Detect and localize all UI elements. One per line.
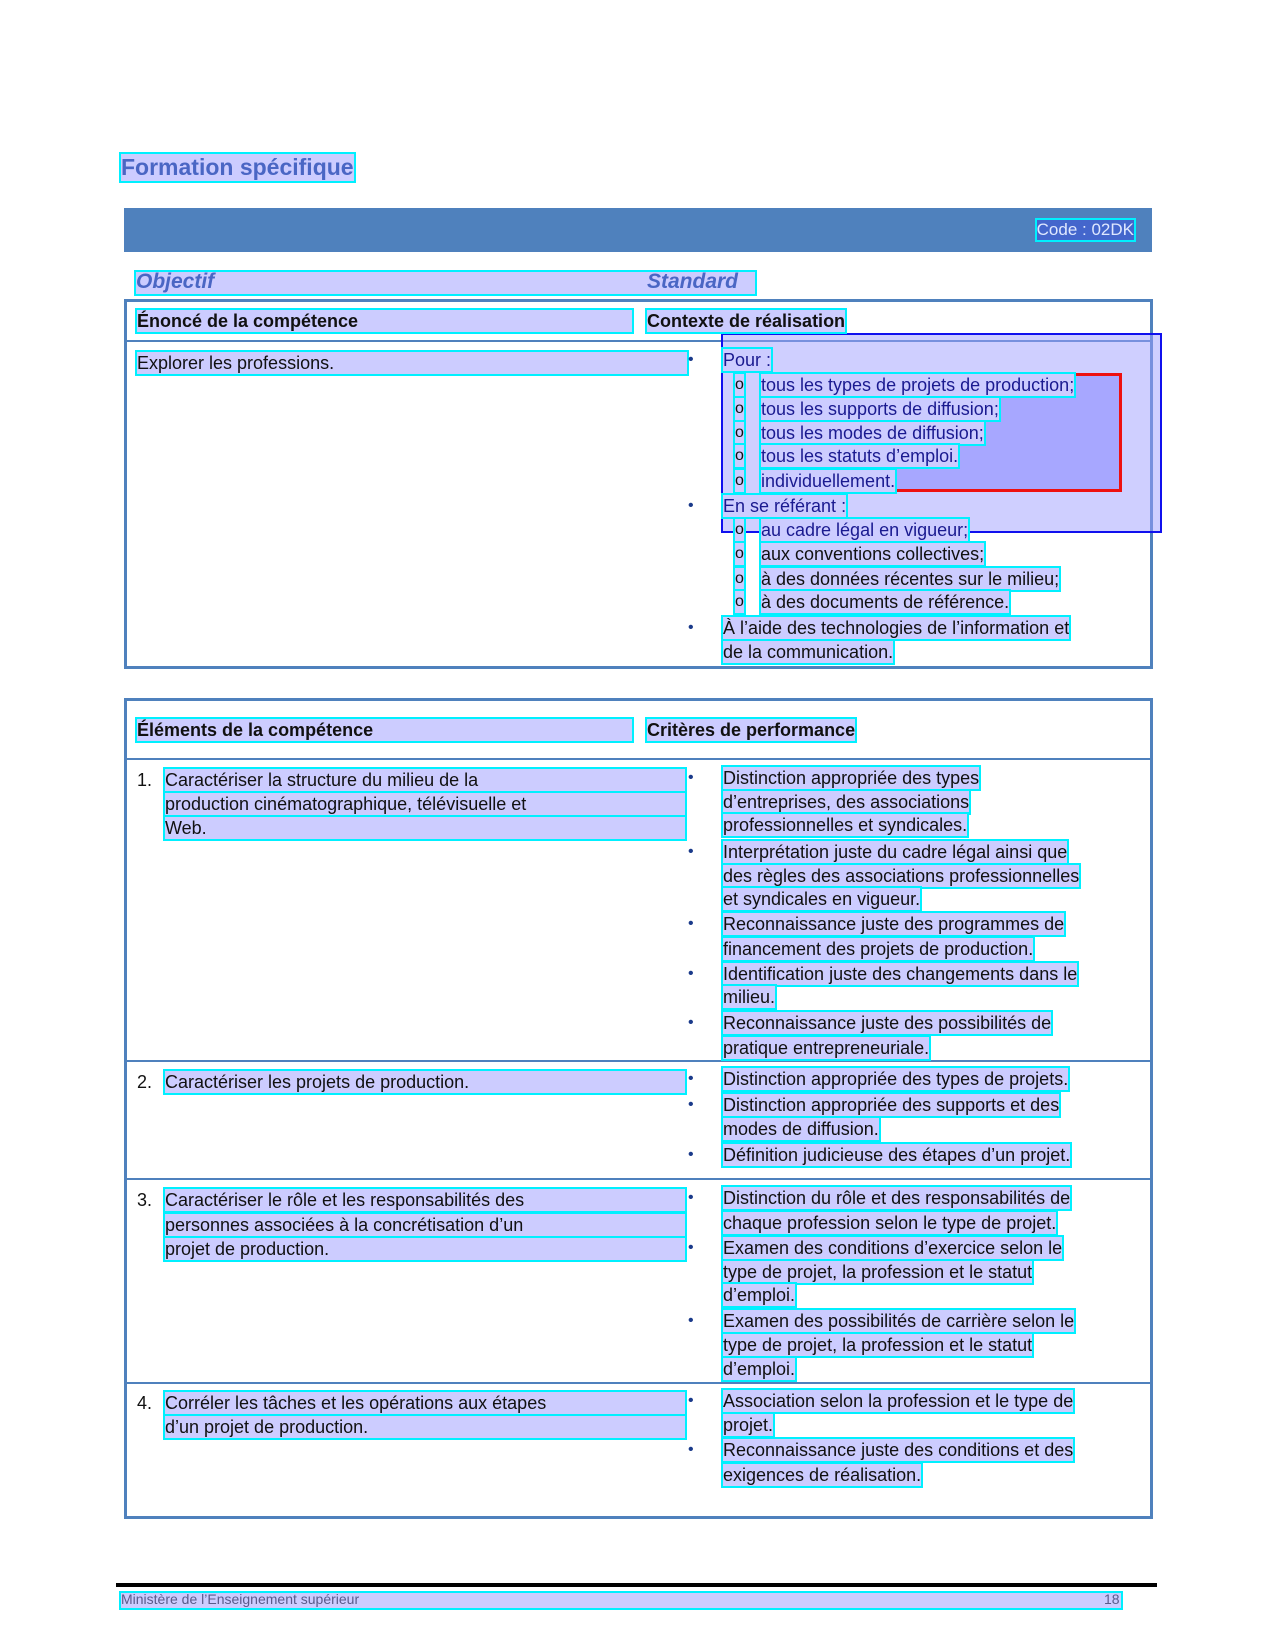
bullet-icon: •	[688, 1392, 694, 1409]
page-number: 18	[1104, 1591, 1120, 1607]
performance-criterion: Association selon la profession et le type de	[723, 1391, 1074, 1411]
bullet-icon: •	[688, 1239, 694, 1256]
performance-criterion: Distinction appropriée des supports et des	[723, 1095, 1060, 1115]
context-item: Pour :	[723, 350, 772, 370]
bullet-icon: •	[688, 1014, 694, 1031]
element-text: Caractériser les projets de production.	[165, 1071, 685, 1093]
objectif-label: Objectif	[136, 270, 215, 293]
element-text: Caractériser la structure du milieu de la	[165, 769, 685, 791]
element-text: personnes associées à la concrétisation d’un	[165, 1214, 685, 1236]
code-banner	[124, 208, 1152, 252]
context-item: En se référant :	[723, 496, 847, 516]
bullet-icon: •	[688, 965, 694, 982]
performance-criterion: Reconnaissance juste des possibilités de	[723, 1013, 1052, 1033]
element-number: 1.	[137, 770, 153, 790]
bullet-icon: •	[688, 497, 694, 514]
performance-criterion: exigences de réalisation.	[723, 1465, 922, 1485]
element-text: d’un projet de production.	[165, 1416, 685, 1438]
performance-criterion: Reconnaissance juste des programmes de	[723, 914, 1065, 934]
element-text: Caractériser le rôle et les responsabilités des	[165, 1189, 685, 1211]
footer-ministry: Ministère de l’Enseignement supérieur	[121, 1591, 360, 1607]
performance-criterion: Examen des possibilités de carrière selon le	[723, 1311, 1075, 1331]
table2-header-divider	[127, 758, 1150, 760]
bullet-icon: •	[688, 1146, 694, 1163]
sub-bullet-icon: o	[735, 543, 744, 565]
row-divider	[127, 1060, 1150, 1062]
performance-criterion: modes de diffusion.	[723, 1119, 879, 1139]
bullet-icon: •	[688, 351, 694, 368]
performance-criterion: type de projet, la profession et le statut	[723, 1335, 1033, 1355]
sub-bullet-icon: o	[735, 445, 744, 467]
context-sub-item: tous les supports de diffusion;	[761, 399, 999, 419]
performance-criterion: Distinction appropriée des types de projets.	[723, 1069, 1069, 1089]
performance-criterion: financement des projets de production.	[723, 939, 1034, 959]
performance-criterion: des règles des associations professionnelles	[723, 866, 1080, 886]
context-sub-item: au cadre légal en vigueur;	[761, 520, 969, 540]
sub-bullet-icon: o	[735, 519, 744, 541]
row-divider	[127, 1382, 1150, 1384]
footer-rule	[116, 1583, 1157, 1587]
course-code: Code : 02DK	[1036, 220, 1134, 239]
bullet-icon: •	[688, 1096, 694, 1113]
element-text: Web.	[165, 817, 685, 839]
performance-criterion: projet.	[723, 1415, 774, 1435]
element-text: Corréler les tâches et les opérations aux étapes	[165, 1392, 685, 1414]
page-title: Formation spécifique	[121, 154, 354, 180]
element-number: 3.	[137, 1190, 153, 1210]
bullet-icon: •	[688, 1441, 694, 1458]
performance-criterion: Distinction appropriée des types	[723, 768, 980, 788]
element-number: 4.	[137, 1393, 153, 1413]
element-number: 2.	[137, 1072, 153, 1092]
performance-criterion: type de projet, la profession et le statut	[723, 1262, 1033, 1282]
performance-criterion: Interprétation juste du cadre légal ainsi que	[723, 842, 1068, 862]
context-item: de la communication.	[723, 642, 894, 662]
row-divider	[127, 1178, 1150, 1180]
context-sub-item: tous les types de projets de production;	[761, 375, 1075, 395]
performance-criterion: chaque profession selon le type de projet.	[723, 1213, 1057, 1233]
performance-criterion: milieu.	[723, 987, 776, 1007]
context-sub-item: à des données récentes sur le milieu;	[761, 569, 1060, 589]
context-item: À l’aide des technologies de l’information et	[723, 618, 1070, 638]
element-text: projet de production.	[165, 1238, 685, 1260]
performance-criterion: pratique entrepreneuriale.	[723, 1038, 930, 1058]
bullet-icon: •	[688, 1189, 694, 1206]
context-sub-item: tous les statuts d’emploi.	[761, 446, 959, 466]
col-header-criteria: Critères de performance	[647, 720, 856, 740]
bullet-icon: •	[688, 1070, 694, 1087]
competence-statement: Explorer les professions.	[137, 352, 687, 374]
context-sub-item: tous les modes de diffusion;	[761, 423, 984, 443]
sub-bullet-icon: o	[735, 374, 744, 396]
col-header-context: Contexte de réalisation	[647, 311, 846, 331]
sub-bullet-icon: o	[735, 591, 744, 613]
performance-criterion: Distinction du rôle et des responsabilités de	[723, 1188, 1071, 1208]
context-sub-item: aux conventions collectives;	[761, 544, 985, 564]
bullet-icon: •	[688, 843, 694, 860]
bullet-icon: •	[688, 769, 694, 786]
performance-criterion: Reconnaissance juste des conditions et des	[723, 1440, 1074, 1460]
sub-bullet-icon: o	[735, 422, 744, 444]
sub-bullet-icon: o	[735, 398, 744, 420]
performance-criterion: d’entreprises, des associations	[723, 792, 970, 812]
context-sub-item: individuellement.	[761, 471, 896, 491]
col-header-competence: Énoncé de la compétence	[137, 310, 632, 332]
context-sub-item: à des documents de référence.	[761, 592, 1010, 612]
standard-label: Standard	[647, 270, 739, 293]
sub-bullet-icon: o	[735, 568, 744, 590]
performance-criterion: d’emploi.	[723, 1359, 796, 1379]
col-header-elements: Éléments de la compétence	[137, 719, 632, 741]
performance-criterion: Examen des conditions d’exercice selon le	[723, 1238, 1063, 1258]
performance-criterion: professionnelles et syndicales.	[723, 815, 968, 835]
performance-criterion: et syndicales en vigueur.	[723, 889, 921, 909]
performance-criterion: d’emploi.	[723, 1285, 796, 1305]
sub-bullet-icon: o	[735, 470, 744, 492]
bullet-icon: •	[688, 1312, 694, 1329]
bullet-icon: •	[688, 915, 694, 932]
element-text: production cinématographique, télévisuelle et	[165, 793, 685, 815]
performance-criterion: Identification juste des changements dans le	[723, 964, 1078, 984]
bullet-icon: •	[688, 619, 694, 636]
performance-criterion: Définition judicieuse des étapes d’un projet.	[723, 1145, 1071, 1165]
